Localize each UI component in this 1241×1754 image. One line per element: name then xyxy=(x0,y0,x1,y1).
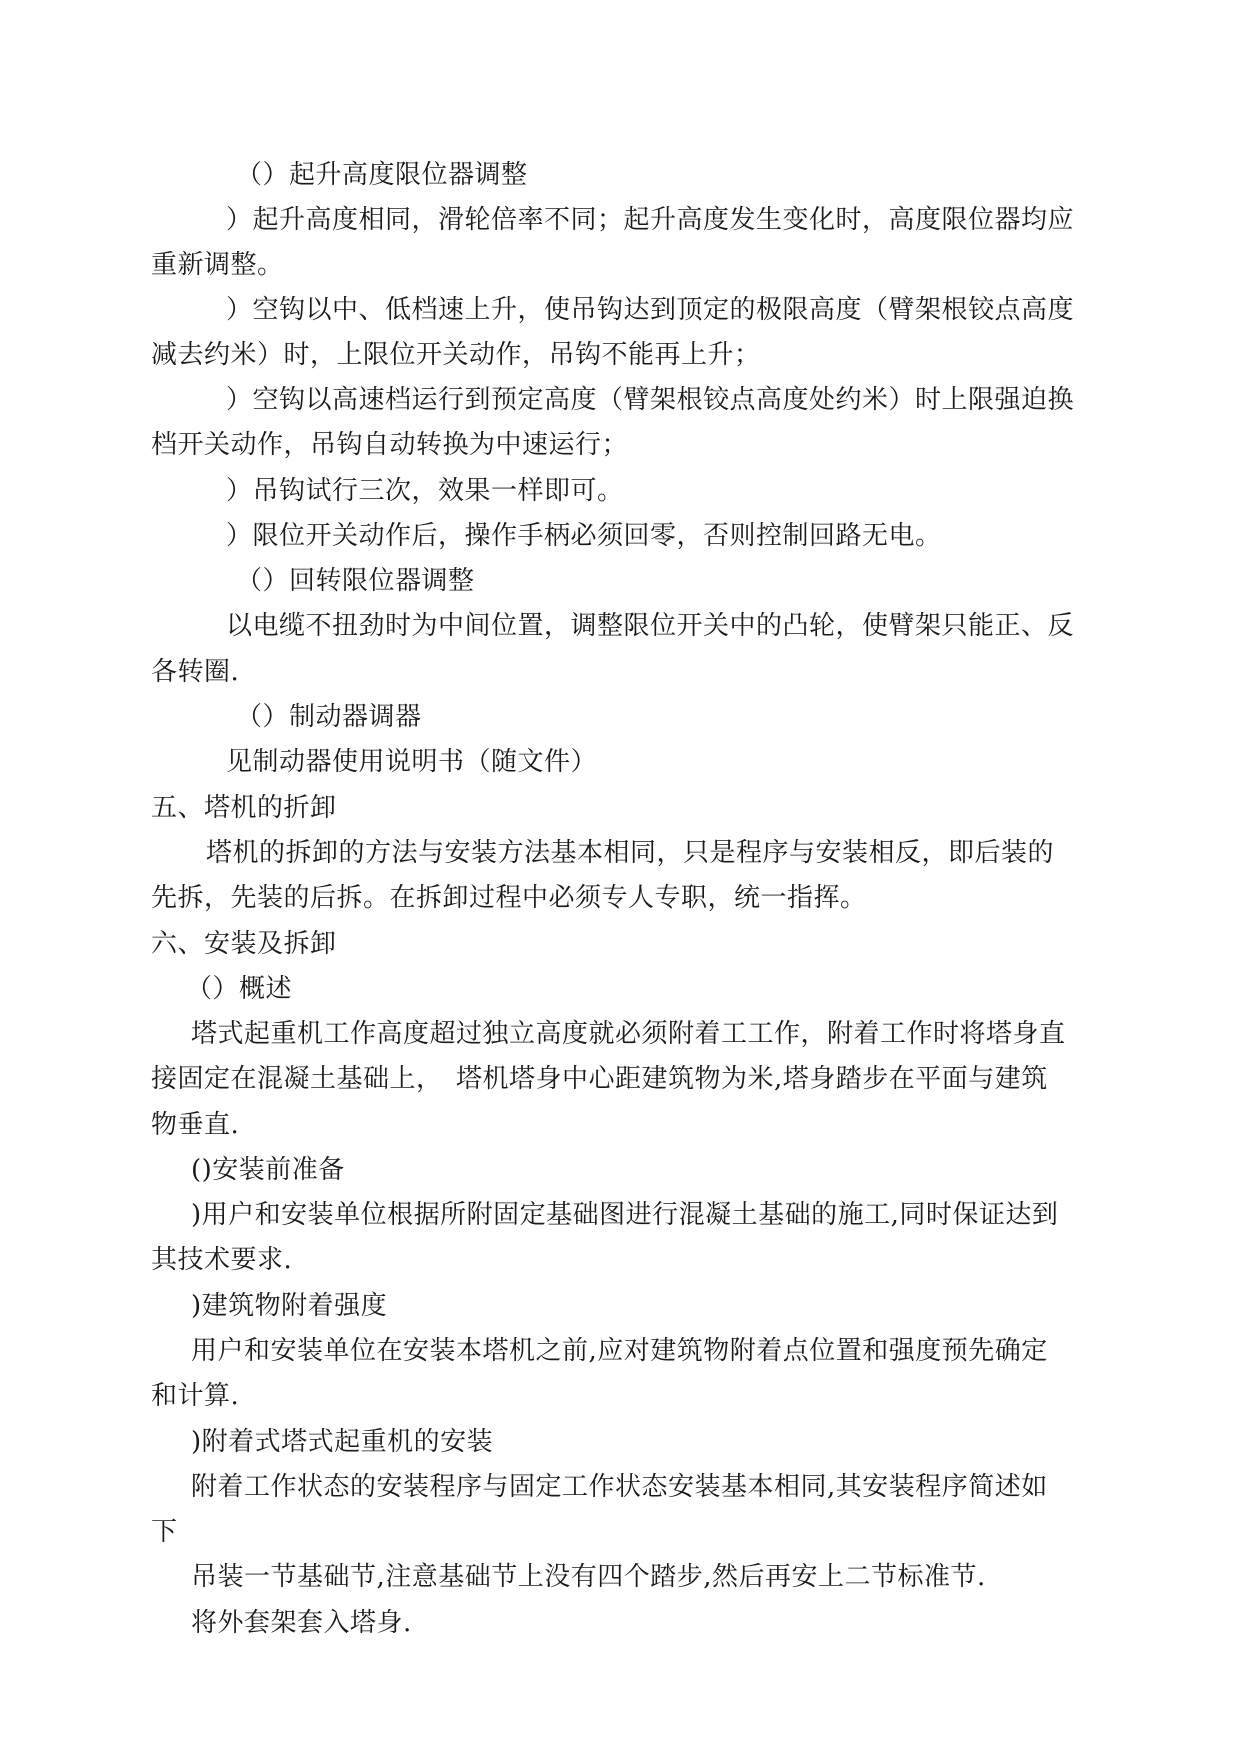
paragraph-line: 减去约米）时，上限位开关动作，吊钩不能再上升； xyxy=(151,340,761,370)
section-heading-dismantling: 五、塔机的折卸 xyxy=(151,793,337,823)
paragraph-line: 将外套架套入塔身. xyxy=(191,1608,412,1638)
paragraph-line: 塔式起重机工作高度超过独立高度就必须附着工工作，附着工作时将塔身直 xyxy=(191,1019,1066,1049)
paragraph-line: 塔机的拆卸的方法与安装方法基本相同，只是程序与安装相反，即后装的 xyxy=(206,838,1055,868)
paragraph-line: ）空钩以中、低档速上升，使吊钩达到顶定的极限高度（臂架根铰点高度 xyxy=(226,295,1075,325)
subheading-preparation: ()安装前准备 xyxy=(191,1155,345,1185)
paragraph-line: 各转圈. xyxy=(151,657,240,687)
subheading-attachment-strength: )建筑物附着强度 xyxy=(191,1291,388,1321)
subheading-attached-crane-install: )附着式塔式起重机的安装 xyxy=(191,1427,494,1457)
paragraph-line: 用户和安装单位在安装本塔机之前,应对建筑物附着点位置和强度预先确定 xyxy=(191,1336,1048,1366)
paragraph-line: ）起升高度相同，滑轮倍率不同；起升高度发生变化时，高度限位器均应 xyxy=(226,205,1075,235)
paragraph-line: 附着工作状态的安装程序与固定工作状态安装基本相同,其安装程序简述如 xyxy=(191,1472,1048,1502)
paragraph-line: 接固定在混凝土基础上， 塔机塔身中心距建筑物为米,塔身踏步在平面与建筑 xyxy=(151,1064,1048,1094)
paragraph-line: 其技术要求. xyxy=(151,1245,293,1275)
paragraph-line: 下 xyxy=(151,1517,178,1547)
subheading-hoist-limiter: （）起升高度限位器调整 xyxy=(236,160,528,190)
section-heading-install: 六、安装及拆卸 xyxy=(151,929,337,959)
subheading-overview: （）概述 xyxy=(186,974,293,1004)
paragraph-line: 重新调整。 xyxy=(151,250,284,280)
paragraph-line: 档开关动作，吊钩自动转换为中速运行； xyxy=(151,430,629,460)
paragraph-line: 吊装一节基础节,注意基础节上没有四个踏步,然后再安上二节标准节. xyxy=(191,1562,986,1592)
paragraph-line: 见制动器使用说明书（随文件） xyxy=(226,747,598,777)
subheading-slewing-limiter: （）回转限位器调整 xyxy=(236,566,475,596)
paragraph-line: ）空钩以高速档运行到预定高度（臂架根铰点高度处约米）时上限强迫换 xyxy=(226,385,1075,415)
paragraph-line: ）吊钩试行三次，效果一样即可。 xyxy=(226,476,624,506)
paragraph-line: )用户和安装单位根据所附固定基础图进行混凝土基础的施工,同时保证达到 xyxy=(191,1200,1059,1230)
paragraph-line: 和计算. xyxy=(151,1381,240,1411)
paragraph-line: 先拆，先装的后拆。在拆卸过程中必须专人专职，统一指挥。 xyxy=(151,883,867,913)
paragraph-line: ）限位开关动作后，操作手柄必须回零，否则控制回路无电。 xyxy=(226,521,942,551)
subheading-brake: （）制动器调器 xyxy=(236,702,422,732)
paragraph-line: 物垂直. xyxy=(151,1110,240,1140)
paragraph-line: 以电缆不扭劲时为中间位置，调整限位开关中的凸轮，使臂架只能正、反 xyxy=(226,611,1075,641)
